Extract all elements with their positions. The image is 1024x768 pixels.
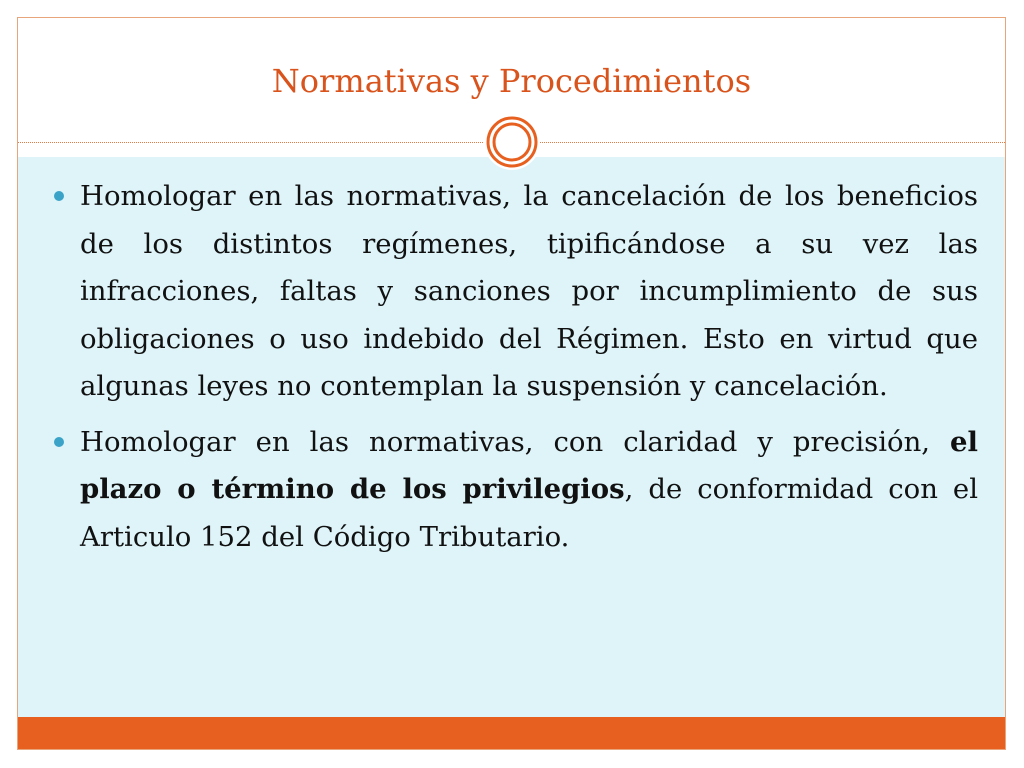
bullet-item-2	[48, 419, 978, 562]
slide-title: Normativas y Procedimientos	[271, 62, 752, 100]
bullet-item-1	[48, 173, 978, 411]
bullet-1-text: Homologar en las normativas, la cancelación de los beneficios de los distintos regímenes, tipificándose a su vez las infracciones, faltas y sanciones por incumplimiento de sus obligaciones o uso indebido del Régimen. Esto en virtud que algunas leyes no contemplan la suspensión y cancelación.	[80, 180, 978, 402]
bottom-accent-bar	[18, 717, 1005, 749]
slide-frame	[17, 17, 1006, 750]
bullet-dot-icon	[54, 437, 64, 447]
bullet-2-text-before: Homologar en las normativas, con claridad y precisión,	[80, 425, 951, 458]
double-ring-circle-icon	[484, 114, 540, 170]
bullet-dot-icon	[54, 191, 64, 201]
bullet-list	[48, 173, 978, 569]
bullet-2-text-after: , de conformidad con el Articulo 152 del Código Tributario.	[80, 473, 978, 553]
bullet-2-bold-text: el plazo o término de los privilegios	[80, 425, 978, 505]
